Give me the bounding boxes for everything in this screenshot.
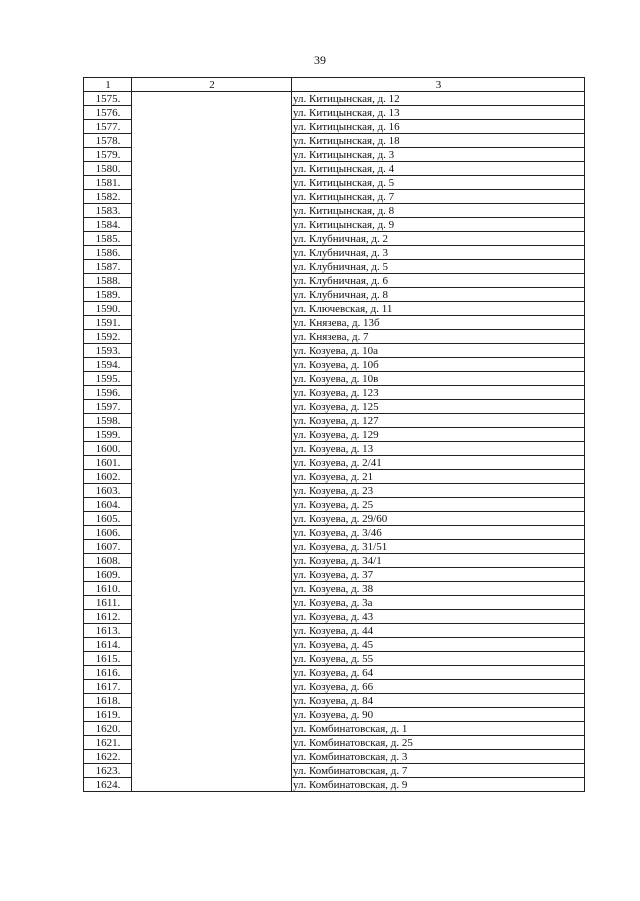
- address-cell: ул. Козуева, д. 90: [292, 708, 585, 722]
- empty-cell: [132, 176, 292, 190]
- row-number: 1622.: [84, 750, 132, 764]
- address-cell: ул. Комбинатовская, д. 1: [292, 722, 585, 736]
- address-cell: ул. Козуева, д. 45: [292, 638, 585, 652]
- address-cell: ул. Козуева, д. 2/41: [292, 456, 585, 470]
- row-number: 1590.: [84, 302, 132, 316]
- table-row: [84, 666, 585, 680]
- table-row: [84, 708, 585, 722]
- empty-cell: [132, 708, 292, 722]
- empty-cell: [132, 358, 292, 372]
- table-row: [84, 750, 585, 764]
- row-number: 1600.: [84, 442, 132, 456]
- address-cell: ул. Китицынская, д. 4: [292, 162, 585, 176]
- empty-cell: [132, 624, 292, 638]
- row-number: 1624.: [84, 778, 132, 792]
- row-number: 1623.: [84, 764, 132, 778]
- row-number: 1592.: [84, 330, 132, 344]
- empty-cell: [132, 526, 292, 540]
- table-row: [84, 526, 585, 540]
- empty-cell: [132, 652, 292, 666]
- address-cell: ул. Козуева, д. 84: [292, 694, 585, 708]
- row-number: 1611.: [84, 596, 132, 610]
- empty-cell: [132, 260, 292, 274]
- table-row: [84, 232, 585, 246]
- address-cell: ул. Комбинатовская, д. 25: [292, 736, 585, 750]
- empty-cell: [132, 316, 292, 330]
- table-row: [84, 736, 585, 750]
- address-cell: ул. Козуева, д. 3а: [292, 596, 585, 610]
- row-number: 1620.: [84, 722, 132, 736]
- address-cell: ул. Китицынская, д. 8: [292, 204, 585, 218]
- address-cell: ул. Китицынская, д. 13: [292, 106, 585, 120]
- row-number: 1613.: [84, 624, 132, 638]
- column-header-1: 1: [84, 78, 132, 92]
- empty-cell: [132, 680, 292, 694]
- row-number: 1597.: [84, 400, 132, 414]
- page-number: 39: [314, 53, 326, 67]
- table-row: [84, 624, 585, 638]
- address-cell: ул. Комбинатовская, д. 7: [292, 764, 585, 778]
- address-cell: ул. Козуева, д. 38: [292, 582, 585, 596]
- table-row: [84, 568, 585, 582]
- table-row: [84, 218, 585, 232]
- address-cell: ул. Клубничная, д. 8: [292, 288, 585, 302]
- table-row: [84, 694, 585, 708]
- row-number: 1599.: [84, 428, 132, 442]
- row-number: 1602.: [84, 470, 132, 484]
- table-row: [84, 358, 585, 372]
- table-row: [84, 274, 585, 288]
- address-cell: ул. Козуева, д. 13: [292, 442, 585, 456]
- row-number: 1605.: [84, 512, 132, 526]
- empty-cell: [132, 288, 292, 302]
- table-row: [84, 456, 585, 470]
- empty-cell: [132, 540, 292, 554]
- table-row: [84, 554, 585, 568]
- table-row: [84, 372, 585, 386]
- empty-cell: [132, 106, 292, 120]
- empty-cell: [132, 442, 292, 456]
- empty-cell: [132, 666, 292, 680]
- table-row: [84, 162, 585, 176]
- row-number: 1618.: [84, 694, 132, 708]
- empty-cell: [132, 568, 292, 582]
- address-cell: ул. Козуева, д. 10а: [292, 344, 585, 358]
- address-cell: ул. Козуева, д. 64: [292, 666, 585, 680]
- address-cell: ул. Козуева, д. 3/46: [292, 526, 585, 540]
- address-cell: ул. Козуева, д. 23: [292, 484, 585, 498]
- row-number: 1598.: [84, 414, 132, 428]
- row-number: 1588.: [84, 274, 132, 288]
- empty-cell: [132, 204, 292, 218]
- table-row: [84, 414, 585, 428]
- row-number: 1595.: [84, 372, 132, 386]
- row-number: 1578.: [84, 134, 132, 148]
- address-cell: ул. Козуева, д. 10в: [292, 372, 585, 386]
- table-row: [84, 246, 585, 260]
- address-cell: ул. Китицынская, д. 5: [292, 176, 585, 190]
- address-cell: ул. Клубничная, д. 3: [292, 246, 585, 260]
- row-number: 1616.: [84, 666, 132, 680]
- empty-cell: [132, 694, 292, 708]
- row-number: 1614.: [84, 638, 132, 652]
- table-row: [84, 148, 585, 162]
- empty-cell: [132, 134, 292, 148]
- table-row: [84, 330, 585, 344]
- address-cell: ул. Козуева, д. 31/51: [292, 540, 585, 554]
- row-number: 1594.: [84, 358, 132, 372]
- empty-cell: [132, 554, 292, 568]
- address-cell: ул. Комбинатовская, д. 9: [292, 778, 585, 792]
- row-number: 1596.: [84, 386, 132, 400]
- empty-cell: [132, 190, 292, 204]
- row-number: 1575.: [84, 92, 132, 106]
- address-cell: ул. Китицынская, д. 7: [292, 190, 585, 204]
- row-number: 1589.: [84, 288, 132, 302]
- empty-cell: [132, 764, 292, 778]
- table-row: [84, 134, 585, 148]
- address-cell: ул. Козуева, д. 123: [292, 386, 585, 400]
- header-row: [84, 78, 585, 92]
- row-number: 1619.: [84, 708, 132, 722]
- empty-cell: [132, 414, 292, 428]
- address-cell: ул. Козуева, д. 55: [292, 652, 585, 666]
- row-number: 1609.: [84, 568, 132, 582]
- empty-cell: [132, 344, 292, 358]
- table-row: [84, 288, 585, 302]
- table-row: [84, 470, 585, 484]
- row-number: 1579.: [84, 148, 132, 162]
- address-cell: ул. Козуева, д. 129: [292, 428, 585, 442]
- row-number: 1608.: [84, 554, 132, 568]
- row-number: 1582.: [84, 190, 132, 204]
- address-cell: ул. Козуева, д. 29/60: [292, 512, 585, 526]
- table-row: [84, 722, 585, 736]
- row-number: 1591.: [84, 316, 132, 330]
- empty-cell: [132, 736, 292, 750]
- row-number: 1576.: [84, 106, 132, 120]
- address-cell: ул. Козуева, д. 37: [292, 568, 585, 582]
- table-row: [84, 400, 585, 414]
- row-number: 1621.: [84, 736, 132, 750]
- address-cell: ул. Козуева, д. 125: [292, 400, 585, 414]
- empty-cell: [132, 274, 292, 288]
- address-cell: ул. Клубничная, д. 2: [292, 232, 585, 246]
- address-cell: ул. Клубничная, д. 6: [292, 274, 585, 288]
- empty-cell: [132, 582, 292, 596]
- row-number: 1584.: [84, 218, 132, 232]
- table-row: [84, 176, 585, 190]
- table-row: [84, 428, 585, 442]
- empty-cell: [132, 302, 292, 316]
- table-row: [84, 442, 585, 456]
- address-cell: ул. Козуева, д. 21: [292, 470, 585, 484]
- row-number: 1587.: [84, 260, 132, 274]
- row-number: 1585.: [84, 232, 132, 246]
- empty-cell: [132, 148, 292, 162]
- table-row: [84, 652, 585, 666]
- address-cell: ул. Козуева, д. 44: [292, 624, 585, 638]
- address-cell: ул. Козуева, д. 25: [292, 498, 585, 512]
- empty-cell: [132, 512, 292, 526]
- column-header-2: 2: [132, 78, 292, 92]
- empty-cell: [132, 120, 292, 134]
- table-row: [84, 680, 585, 694]
- row-number: 1577.: [84, 120, 132, 134]
- address-cell: ул. Козуева, д. 34/1: [292, 554, 585, 568]
- row-number: 1601.: [84, 456, 132, 470]
- empty-cell: [132, 456, 292, 470]
- table-row: [84, 106, 585, 120]
- table-row: [84, 386, 585, 400]
- address-cell: ул. Козуева, д. 43: [292, 610, 585, 624]
- row-number: 1581.: [84, 176, 132, 190]
- address-cell: ул. Козуева, д. 10б: [292, 358, 585, 372]
- empty-cell: [132, 638, 292, 652]
- row-number: 1583.: [84, 204, 132, 218]
- table-row: [84, 610, 585, 624]
- row-number: 1606.: [84, 526, 132, 540]
- address-cell: ул. Китицынская, д. 16: [292, 120, 585, 134]
- empty-cell: [132, 330, 292, 344]
- table-row: [84, 778, 585, 792]
- empty-cell: [132, 722, 292, 736]
- empty-cell: [132, 400, 292, 414]
- table-row: [84, 484, 585, 498]
- empty-cell: [132, 162, 292, 176]
- empty-cell: [132, 386, 292, 400]
- address-cell: ул. Китицынская, д. 12: [292, 92, 585, 106]
- table-row: [84, 764, 585, 778]
- table-row: [84, 512, 585, 526]
- empty-cell: [132, 218, 292, 232]
- address-cell: ул. Китицынская, д. 3: [292, 148, 585, 162]
- column-header-3: 3: [292, 78, 585, 92]
- table-row: [84, 540, 585, 554]
- empty-cell: [132, 232, 292, 246]
- row-number: 1593.: [84, 344, 132, 358]
- row-number: 1607.: [84, 540, 132, 554]
- empty-cell: [132, 610, 292, 624]
- table-body: [84, 92, 585, 792]
- row-number: 1603.: [84, 484, 132, 498]
- address-cell: ул. Козуева, д. 66: [292, 680, 585, 694]
- address-table: [83, 77, 585, 792]
- address-cell: ул. Клубничная, д. 5: [292, 260, 585, 274]
- address-cell: ул. Ключевская, д. 11: [292, 302, 585, 316]
- empty-cell: [132, 778, 292, 792]
- empty-cell: [132, 596, 292, 610]
- row-number: 1610.: [84, 582, 132, 596]
- table-row: [84, 204, 585, 218]
- empty-cell: [132, 750, 292, 764]
- empty-cell: [132, 246, 292, 260]
- table-row: [84, 190, 585, 204]
- row-number: 1580.: [84, 162, 132, 176]
- table-row: [84, 582, 585, 596]
- table-row: [84, 596, 585, 610]
- address-cell: ул. Комбинатовская, д. 3: [292, 750, 585, 764]
- empty-cell: [132, 470, 292, 484]
- row-number: 1586.: [84, 246, 132, 260]
- empty-cell: [132, 498, 292, 512]
- table-row: [84, 302, 585, 316]
- table-row: [84, 498, 585, 512]
- table-row: [84, 638, 585, 652]
- row-number: 1615.: [84, 652, 132, 666]
- empty-cell: [132, 428, 292, 442]
- empty-cell: [132, 484, 292, 498]
- table-row: [84, 92, 585, 106]
- row-number: 1612.: [84, 610, 132, 624]
- address-cell: ул. Китицынская, д. 18: [292, 134, 585, 148]
- row-number: 1617.: [84, 680, 132, 694]
- table-row: [84, 260, 585, 274]
- empty-cell: [132, 372, 292, 386]
- address-cell: ул. Китицынская, д. 9: [292, 218, 585, 232]
- empty-cell: [132, 92, 292, 106]
- table-row: [84, 120, 585, 134]
- address-cell: ул. Козуева, д. 127: [292, 414, 585, 428]
- row-number: 1604.: [84, 498, 132, 512]
- table-row: [84, 344, 585, 358]
- address-cell: ул. Князева, д. 13б: [292, 316, 585, 330]
- address-cell: ул. Князева, д. 7: [292, 330, 585, 344]
- table-row: [84, 316, 585, 330]
